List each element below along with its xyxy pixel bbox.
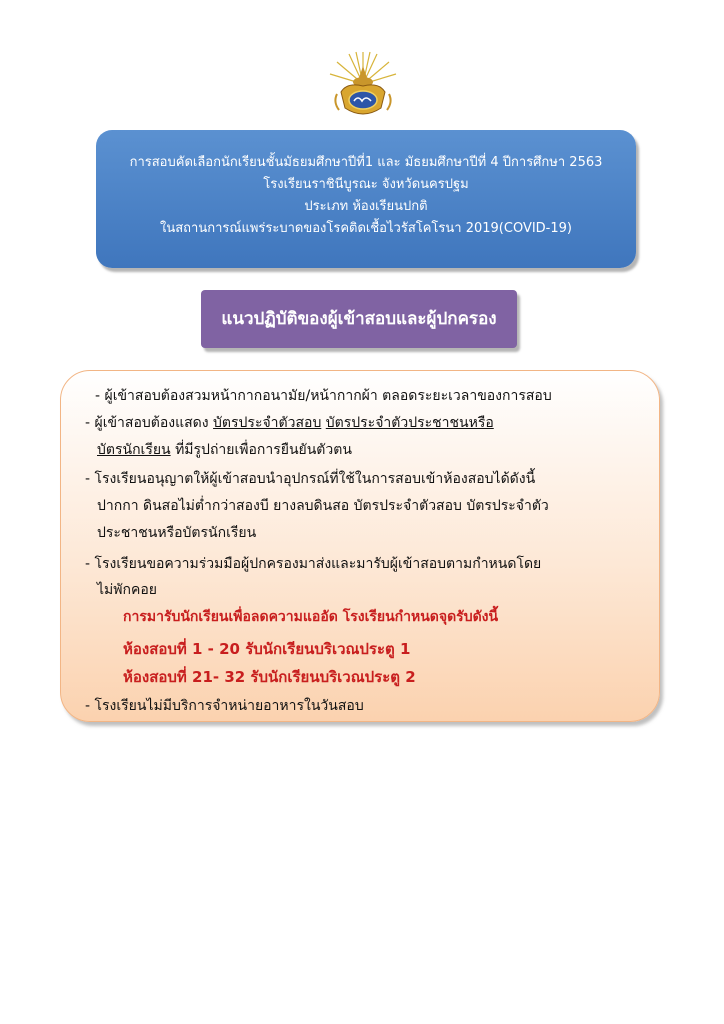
guideline-id-prefix: - ผู้เข้าสอบต้องแสดง	[85, 415, 214, 431]
pickup-intro: การมารับนักเรียนเพื่อลดความแออัด โรงเรียนกำหนดจุดรับดังนี้	[123, 609, 499, 625]
guideline-mask: - ผู้เข้าสอบต้องสวมหน้ากากอนามัย/หน้ากากผ้า ตลอดระยะเวลาของการสอบ	[95, 388, 552, 404]
section-title-box	[201, 290, 517, 348]
pickup-gate-1: ห้องสอบที่ 1 - 20 รับนักเรียนบริเวณประตู 1	[123, 640, 411, 658]
citizen-card-text: บัตรประจำตัวประชาชนหรือ	[325, 415, 494, 431]
guideline-equipment-list: ปากกา ดินสอไม่ต่ำกว่าสองบี ยางลบดินสอ บัตรประจำตัวสอบ บัตรประจำตัว	[97, 498, 549, 514]
header-covid-context: ในสถานการณ์แพร่ระบาดของโรคติดเชื้อไวรัสโคโรนา 2019(COVID-19)	[160, 221, 572, 236]
header-line-1: การสอบคัดเลือกนักเรียนชั้นมัธยมศึกษาปีที่1 และ มัธยมศึกษาปีที่ 4 ปีการศึกษา 2563	[129, 155, 603, 170]
guideline-parents: - โรงเรียนขอความร่วมมือผู้ปกครองมาส่งและมารับผู้เข้าสอบตามกำหนดโดย	[85, 556, 542, 572]
guideline-equipment-list-cont: ประชาชนหรือบัตรนักเรียน	[97, 525, 257, 541]
school-emblem-icon	[327, 50, 399, 120]
exam-card-text: บัตรประจำตัวสอบ	[213, 415, 322, 431]
guideline-no-food: - โรงเรียนไม่มีบริการจำหน่ายอาหารในวันสอบ	[85, 698, 364, 714]
student-card-text: บัตรนักเรียน	[97, 442, 171, 458]
guideline-id-cards	[85, 412, 494, 434]
exam-header-box	[96, 130, 636, 268]
guideline-parents-cont: ไม่พักคอย	[97, 582, 157, 598]
header-category: ประเภท ห้องเรียนปกติ	[304, 199, 428, 214]
guideline-id-suffix: ที่มีรูปถ่ายเพื่อการยืนยันตัวตน	[170, 442, 352, 458]
pickup-gate-2: ห้องสอบที่ 21- 32 รับนักเรียนบริเวณประตู 2	[123, 668, 416, 686]
section-title: แนวปฏิบัติของผู้เข้าสอบและผู้ปกครอง	[221, 309, 497, 329]
guidelines-box	[60, 370, 660, 722]
guideline-id-cards-cont	[97, 439, 352, 461]
header-school-name: โรงเรียนราชินีบูรณะ จังหวัดนครปฐม	[263, 177, 469, 192]
guideline-equipment: - โรงเรียนอนุญาตให้ผู้เข้าสอบนำอุปกรณ์ที่ใช้ในการสอบเข้าห้องสอบได้ดังนี้	[85, 471, 536, 487]
